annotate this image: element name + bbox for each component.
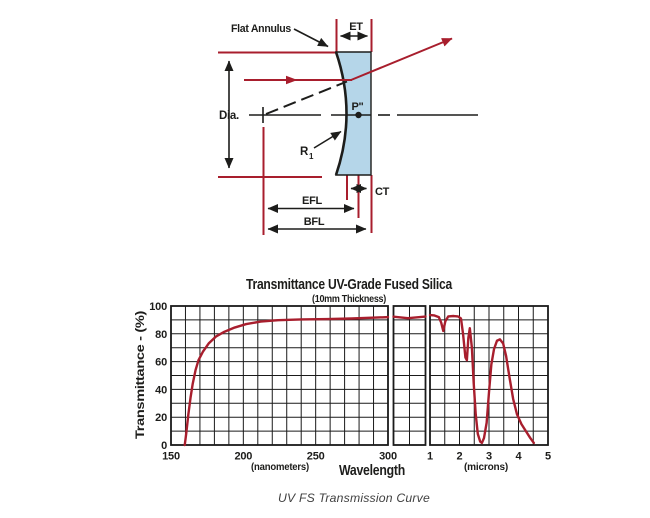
y-tick-label: 60 (155, 356, 167, 369)
y-tick-label: 40 (155, 384, 167, 397)
virtual-ray-dashed-line (266, 82, 347, 115)
r1-label: R (300, 146, 309, 158)
microns-unit-label: (microns) (464, 462, 508, 473)
figure-caption: UV FS Transmission Curve (278, 491, 431, 505)
x-tick-label-um: 3 (486, 450, 492, 463)
y-tick-label: 100 (149, 301, 167, 313)
lens-diagram (218, 19, 478, 235)
nanometers-unit-label: (nanometers) (251, 462, 309, 473)
plano-concave-lens (336, 52, 371, 175)
x-tick-label-um: 5 (545, 450, 551, 463)
y-axis-label: Transmittance - (%) (135, 338, 147, 439)
r1-pointer-arrow (314, 132, 341, 149)
x-tick-label-nm: 250 (306, 450, 325, 463)
flat-annulus-pointer-arrow (294, 29, 328, 47)
r1-subscript: 1 (309, 152, 314, 161)
et-label: ET (349, 21, 363, 33)
x-tick-label-nm: 300 (379, 450, 397, 463)
x-tick-label-nm: 200 (234, 450, 253, 463)
y-tick-label: 80 (155, 328, 167, 341)
principal-point-label: P" (351, 101, 364, 113)
dia-label: Dia. (219, 110, 239, 122)
chart-subtitle: (10mm Thickness) (312, 294, 386, 305)
transmission-chart (135, 276, 551, 479)
y-tick-label: 20 (155, 412, 167, 425)
ct-label: CT (375, 186, 390, 198)
x-tick-label-um: 4 (515, 450, 522, 463)
chart-title: Transmittance UV-Grade Fused Silica (246, 276, 453, 293)
bfl-label: BFL (303, 216, 325, 228)
x-tick-label-um: 1 (427, 450, 433, 463)
incoming-ray-arrowhead (286, 76, 298, 85)
x-axis-label: Wavelength (339, 462, 406, 479)
x-tick-label-um: 2 (456, 450, 463, 463)
x-tick-label-nm: 150 (162, 450, 180, 463)
efl-label: EFL (302, 195, 322, 207)
flat-annulus-label: Flat Annulus (231, 23, 292, 35)
y-tick-label: 0 (161, 440, 167, 452)
